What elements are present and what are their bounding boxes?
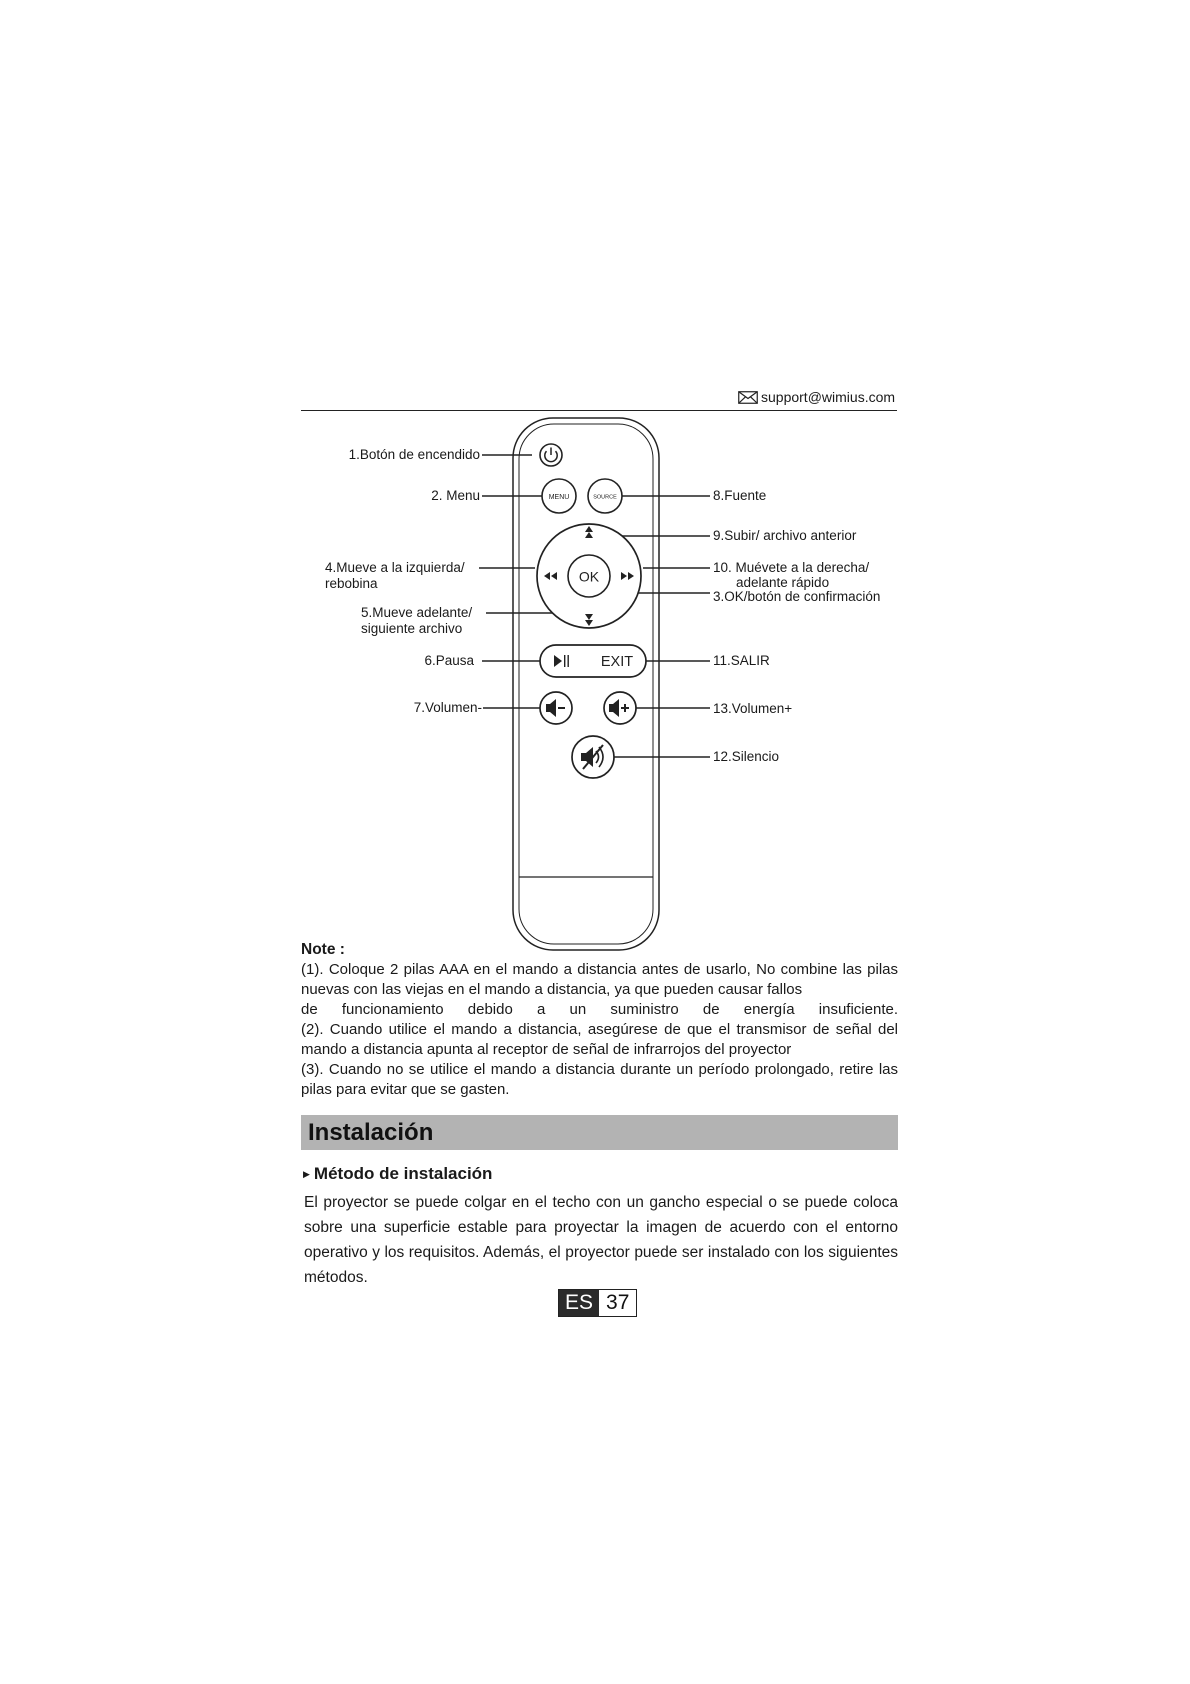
label-left: 4.Mueve a la izquierda/ [325,560,465,575]
label-up: 9.Subir/ archivo anterior [713,528,857,543]
menu-button-label: MENU [548,494,570,501]
section-title: Instalación [308,1119,434,1146]
menu-button[interactable] [542,479,576,513]
note-paragraph-1a: (1). Coloque 2 pilas AAA en el mando a distancia antes de usarlo, No combine las pilas nuevas con las viejas en el mando a distancia, ya que pueden causar fallos [301,961,898,998]
label-right-2: adelante rápido [736,575,830,590]
label-down: 5.Mueve adelante/ [361,605,473,620]
note-title: Note : [301,941,345,958]
subsection-title [303,1164,492,1184]
label-exit: 11.SALIR [713,653,770,668]
section-body: El proyector se puede colgar en el techo con un gancho especial o se puede coloca sobre una superficie estable para proyectar la imagen de acuerdo con el entorno operativo y los requisitos. Además, el proyector puede ser instalado con los siguientes métodos. [304,1194,898,1286]
label-ok: 3.OK/botón de confirmación [713,589,881,604]
note-paragraph-3: (3). Cuando no se utilice el mando a distancia durante un período prolongado, retire las pilas para evitar que se gasten. [301,1061,898,1098]
label-left-2: rebobina [325,576,378,591]
header-rule [301,410,897,411]
play-exit-button[interactable] [540,645,646,677]
bullet-arrow-icon: ▶ [303,1168,310,1179]
remote-illustration [300,415,900,955]
remote-body [513,418,659,950]
remote-diagram [300,415,900,955]
label-volume-plus: 13.Volumen+ [713,701,793,716]
label-down-2: siguiente archivo [361,621,463,636]
note-paragraph-1b: de funcionamiento debido a un suministro de energía insuficiente. [301,1001,898,1018]
label-menu: 2. Menu [431,488,480,503]
remote-body-inner [519,424,653,944]
exit-button-label: EXIT [600,654,634,670]
volume-minus-button[interactable] [540,692,572,724]
page-number [558,1289,637,1317]
header-email [738,389,895,405]
label-mute: 12.Silencio [713,749,780,764]
label-pause: 6.Pausa [424,653,474,668]
source-button-label: SOURCE [593,494,617,501]
ok-button-label: OK [578,568,600,585]
source-button[interactable] [588,479,622,513]
label-volume-minus: 7.Volumen- [413,700,482,715]
label-right: 10. Muévete a la derecha/ [713,560,870,575]
note-paragraph-2: (2). Cuando utilice el mando a distancia, asegúrese de que el transmisor de señal del mando a distancia apunta al receptor de señal de infrarrojos del proyector [301,1021,898,1058]
envelope-icon [738,391,758,404]
dpad[interactable] [537,524,641,628]
subsection-title-text: Método de instalación [313,1164,493,1183]
mute-button[interactable] [572,736,614,778]
email-address: support@wimius.com [761,389,896,405]
label-power: 1.Botón de encendido [348,447,480,462]
page-number-value: 37 [599,1290,636,1316]
note-block [301,940,898,1100]
volume-plus-button[interactable] [604,692,636,724]
power-button[interactable] [540,444,562,466]
section-header [301,1115,898,1150]
label-source: 8.Fuente [713,488,767,503]
page-language: ES [559,1290,599,1316]
